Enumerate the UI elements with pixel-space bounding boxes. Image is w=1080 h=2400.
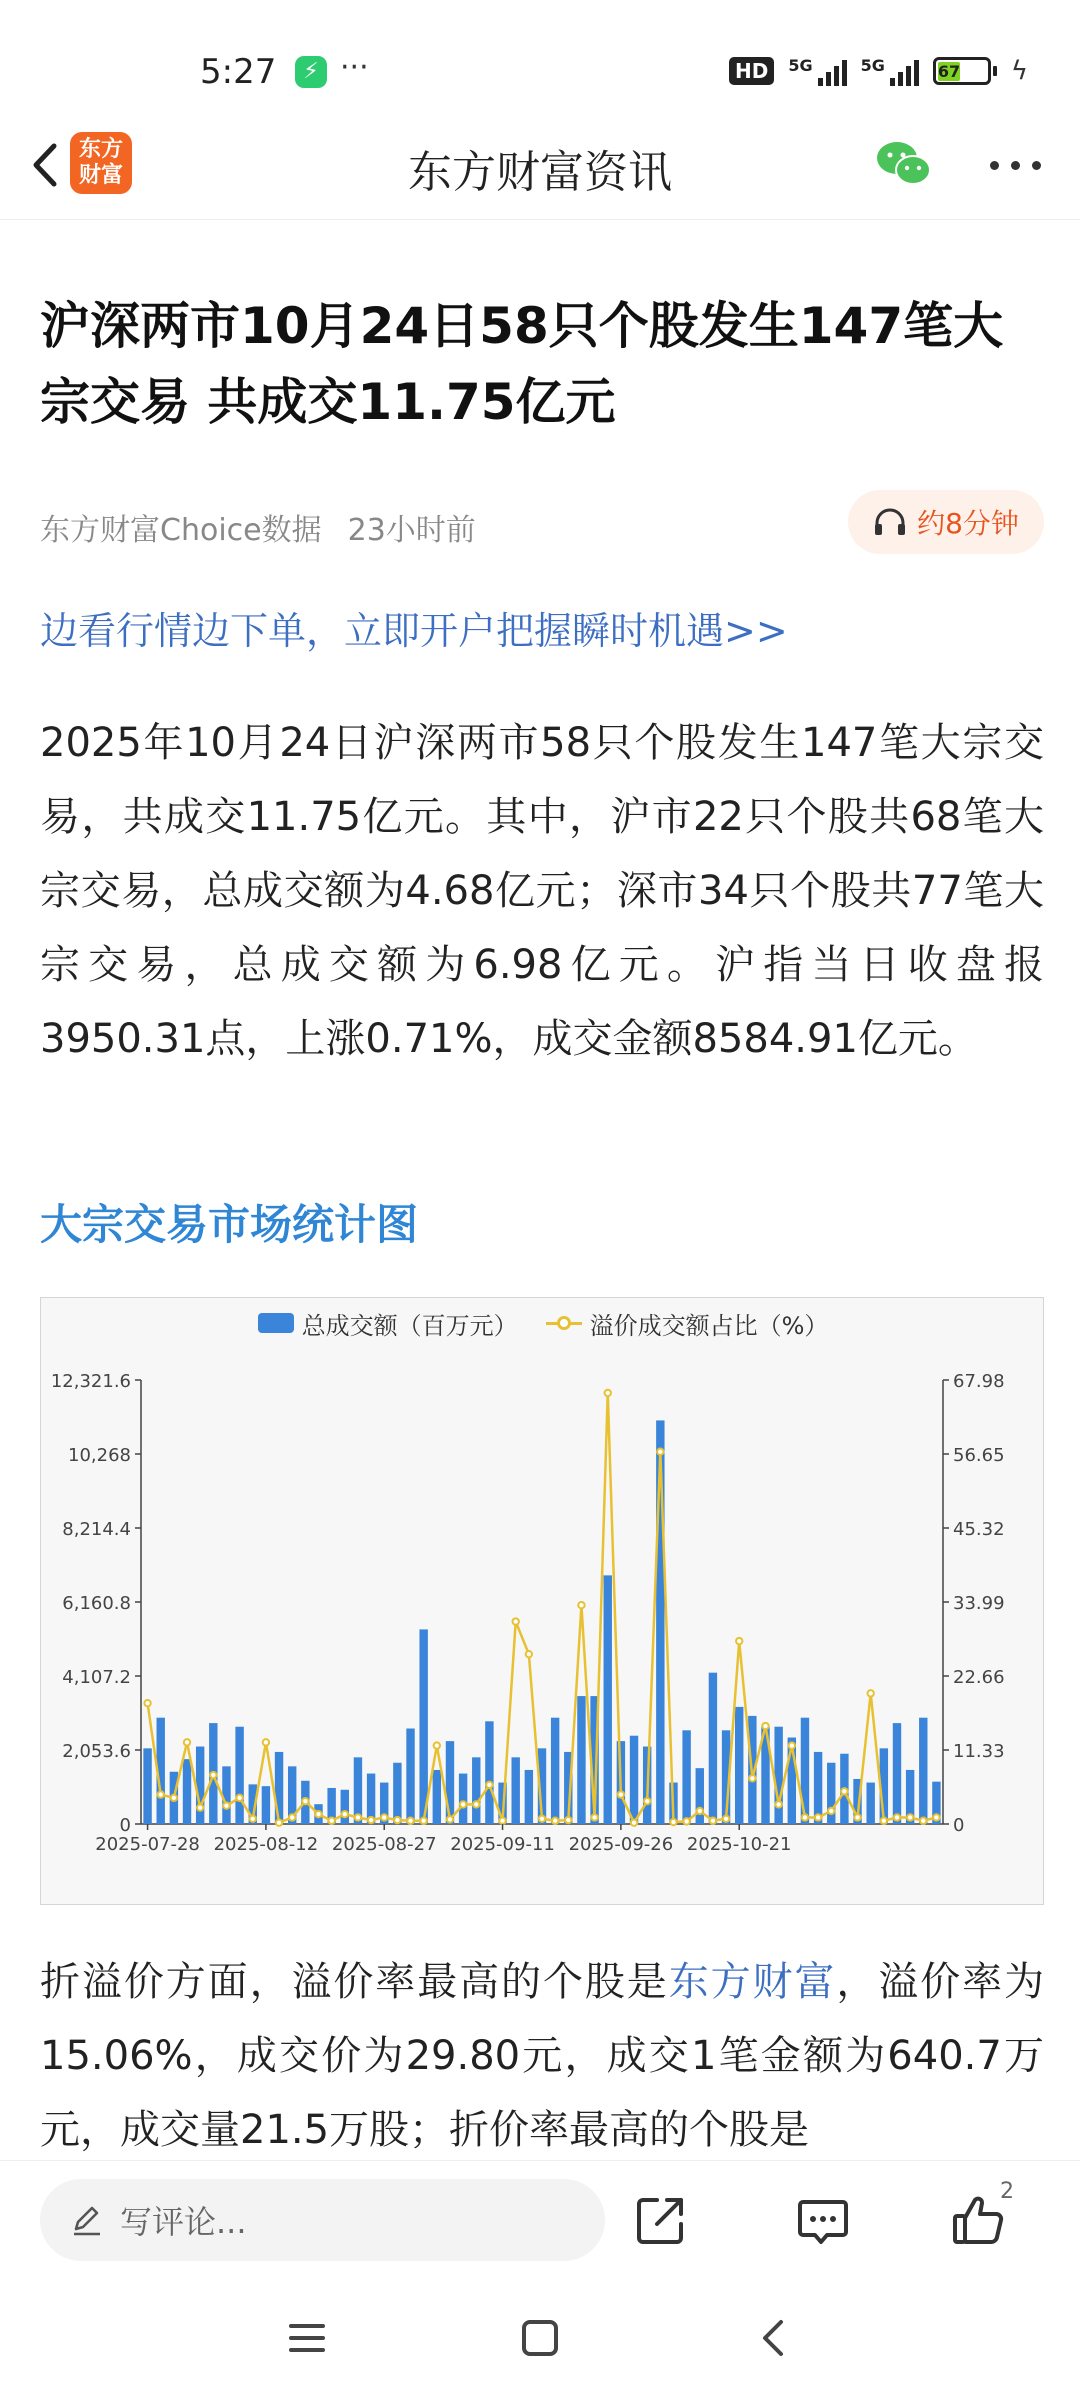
nav-home-button[interactable] bbox=[505, 2308, 575, 2368]
chart-bar bbox=[275, 1752, 283, 1824]
article-source: 东方财富Choice数据 bbox=[40, 513, 322, 548]
chart-bar bbox=[630, 1736, 638, 1824]
chart-point bbox=[697, 1808, 703, 1814]
article-time: 23小时前 bbox=[347, 513, 476, 548]
status-bar bbox=[0, 0, 1080, 110]
chart-point bbox=[236, 1795, 242, 1801]
home-square-icon bbox=[518, 2316, 562, 2360]
y-tick-label-right: 22.66 bbox=[953, 1667, 1005, 1688]
chart-point bbox=[513, 1618, 519, 1624]
comment-input[interactable] bbox=[40, 2179, 605, 2261]
chart-bar bbox=[183, 1759, 191, 1824]
chart-point bbox=[526, 1651, 532, 1657]
chart-bar bbox=[866, 1783, 874, 1824]
chart-point bbox=[158, 1791, 164, 1797]
chart-point bbox=[841, 1788, 847, 1794]
chart-point bbox=[867, 1690, 873, 1696]
chart-bar bbox=[735, 1707, 743, 1824]
menu-icon bbox=[285, 2318, 329, 2358]
article-headline: 沪深两市10月24日58只个股发生147笔大宗交易 共成交11.75亿元 bbox=[40, 297, 1004, 431]
chart-point bbox=[539, 1816, 545, 1822]
app-bar bbox=[0, 110, 1080, 220]
chart-point bbox=[736, 1638, 742, 1644]
charging-icon: ⚡ bbox=[295, 56, 327, 88]
status-more: ··· bbox=[340, 50, 369, 85]
y-tick-label-right: 33.99 bbox=[953, 1593, 1005, 1614]
chart-point bbox=[552, 1818, 558, 1824]
y-tick-label-left: 8,214.4 bbox=[62, 1519, 131, 1540]
chart-bar bbox=[196, 1747, 204, 1824]
comments-button[interactable] bbox=[788, 2185, 858, 2255]
comment-icon bbox=[795, 2192, 851, 2248]
chart-point bbox=[578, 1602, 584, 1608]
share-button[interactable] bbox=[626, 2185, 696, 2255]
paragraph-2-text-a: 折溢价方面，溢价率最高的个股是 bbox=[40, 1959, 669, 2005]
listen-duration: 约8分钟 bbox=[917, 507, 1019, 540]
chart-bar bbox=[604, 1575, 612, 1824]
chart-point bbox=[670, 1819, 676, 1825]
stock-link[interactable]: 东方财富 bbox=[668, 1959, 837, 2005]
promo-link[interactable]: 边看行情边下单，立即开户把握瞬时机遇>> bbox=[40, 609, 788, 653]
chart-point bbox=[644, 1798, 650, 1804]
app-logo: 东方财富 bbox=[70, 132, 132, 194]
status-indicators bbox=[729, 56, 1028, 86]
chart-plot bbox=[41, 1298, 1045, 1904]
chart-bar bbox=[814, 1752, 822, 1824]
chart-point bbox=[210, 1772, 216, 1778]
y-tick-label-left: 0 bbox=[119, 1815, 131, 1836]
x-tick-label: 2025-08-27 bbox=[331, 1834, 437, 1855]
paragraph-2-text-b: ，溢价率为15.06%，成交价为29.80元，成交1笔金额为640.7万元，成交量21.5万股；折价率最高的个股是 bbox=[40, 1959, 1044, 2153]
chart-point bbox=[434, 1742, 440, 1748]
battery-icon: 67 bbox=[933, 57, 997, 85]
chart-point bbox=[407, 1818, 413, 1824]
chart-point bbox=[171, 1795, 177, 1801]
chart-point bbox=[710, 1818, 716, 1824]
chart-bar bbox=[696, 1768, 704, 1824]
chart-point bbox=[473, 1801, 479, 1807]
chart-point bbox=[263, 1739, 269, 1745]
chart-point bbox=[420, 1818, 426, 1824]
chart-point bbox=[881, 1818, 887, 1824]
y-tick-label-left: 12,321.6 bbox=[50, 1371, 131, 1392]
chart-bar bbox=[393, 1763, 401, 1824]
system-nav-bar bbox=[0, 2280, 1080, 2400]
legend-item-premium[interactable] bbox=[546, 1306, 829, 1341]
action-bar bbox=[0, 2160, 1080, 2280]
chart-point bbox=[723, 1816, 729, 1822]
chart-bar bbox=[341, 1790, 349, 1824]
chart-point bbox=[355, 1814, 361, 1820]
chart-bar bbox=[551, 1718, 559, 1824]
chart-bar bbox=[262, 1786, 270, 1824]
chart-point bbox=[144, 1700, 150, 1706]
chart-point bbox=[394, 1817, 400, 1823]
hd-badge: HD bbox=[729, 57, 774, 85]
chart-point bbox=[618, 1791, 624, 1797]
chart-point bbox=[447, 1816, 453, 1822]
wechat-icon bbox=[874, 136, 934, 192]
x-tick-label: 2025-07-28 bbox=[95, 1834, 200, 1855]
nav-back-button[interactable] bbox=[740, 2308, 810, 2368]
chart-point bbox=[933, 1814, 939, 1820]
y-tick-label-left: 6,160.8 bbox=[62, 1593, 131, 1614]
x-tick-label: 2025-09-26 bbox=[568, 1834, 674, 1855]
article-paragraph-1: 2025年10月24日沪深两市58只个股发生147笔大宗交易，共成交11.75亿元。其中，沪市22只个股共68笔大宗交易，总成交额为4.68亿元；深市34只个股共77笔大宗交易，总成交额为6.98亿元。沪指当日收盘报3950.31点，上涨0.71%，成交金额8584.91亿元。 bbox=[40, 720, 1044, 1062]
chart-bar bbox=[709, 1673, 717, 1824]
chart-point bbox=[854, 1814, 860, 1820]
more-options-button[interactable] bbox=[980, 140, 1050, 190]
chart-bar bbox=[235, 1727, 243, 1824]
chart-bar bbox=[919, 1718, 927, 1824]
chart-point bbox=[381, 1814, 387, 1820]
chart-bar bbox=[577, 1696, 585, 1824]
y-tick-label-right: 0 bbox=[953, 1815, 965, 1836]
y-tick-label-left: 2,053.6 bbox=[62, 1741, 131, 1762]
x-tick-label: 2025-09-11 bbox=[450, 1834, 555, 1855]
chart-bar bbox=[682, 1730, 690, 1824]
y-tick-label-left: 4,107.2 bbox=[62, 1667, 131, 1688]
chart-point bbox=[894, 1814, 900, 1820]
chart-point bbox=[184, 1739, 190, 1745]
signal-icon-2: 5G bbox=[861, 56, 919, 86]
chart-point bbox=[368, 1817, 374, 1823]
chart-bar bbox=[472, 1757, 480, 1824]
back-triangle-icon bbox=[753, 2316, 797, 2360]
chart-legend bbox=[41, 1298, 1045, 1348]
chart-point bbox=[565, 1817, 571, 1823]
chart-bar bbox=[419, 1629, 427, 1824]
chart-point bbox=[276, 1819, 282, 1825]
chart-bar bbox=[525, 1770, 533, 1824]
pencil-icon bbox=[70, 2203, 104, 2237]
chart-point bbox=[683, 1818, 689, 1824]
article-meta bbox=[40, 505, 476, 549]
section-title: 大宗交易市场统计图 bbox=[40, 1200, 419, 1249]
share-icon bbox=[633, 2192, 689, 2248]
chart-point bbox=[815, 1814, 821, 1820]
like-count: 2 bbox=[1000, 2179, 1014, 2204]
signal-icon: 5G bbox=[788, 56, 846, 86]
app-title: 东方财富资讯 bbox=[408, 147, 672, 198]
chart-point bbox=[250, 1816, 256, 1822]
headphones-icon bbox=[873, 507, 907, 537]
comment-placeholder: 写评论... bbox=[120, 2203, 247, 2241]
x-tick-label: 2025-10-21 bbox=[686, 1834, 792, 1855]
chart-bar bbox=[406, 1729, 414, 1824]
chart-point bbox=[302, 1798, 308, 1804]
legend-label-amount: 总成交额（百万元） bbox=[301, 1311, 518, 1340]
nav-menu-button[interactable] bbox=[272, 2308, 342, 2368]
y-tick-label-left: 10,268 bbox=[68, 1445, 131, 1466]
chart-point bbox=[749, 1775, 755, 1781]
status-time: 5:27 bbox=[200, 52, 277, 92]
article-paragraph-2 bbox=[40, 1945, 1044, 2165]
chart-point bbox=[907, 1814, 913, 1820]
chart-point bbox=[631, 1819, 637, 1825]
chart-bar bbox=[143, 1748, 151, 1824]
legend-item-amount[interactable] bbox=[258, 1306, 518, 1341]
chart-point bbox=[762, 1723, 768, 1729]
block-trade-chart bbox=[40, 1297, 1044, 1905]
chart-point bbox=[328, 1818, 334, 1824]
chart-point bbox=[920, 1818, 926, 1824]
chart-bar bbox=[511, 1757, 519, 1824]
x-tick-label: 2025-08-12 bbox=[213, 1834, 319, 1855]
chart-point bbox=[486, 1782, 492, 1788]
chart-bar bbox=[446, 1741, 454, 1824]
chart-bar bbox=[893, 1723, 901, 1824]
chart-point bbox=[828, 1808, 834, 1814]
y-tick-label-right: 56.65 bbox=[953, 1445, 1005, 1466]
chart-point bbox=[197, 1804, 203, 1810]
chart-point bbox=[775, 1801, 781, 1807]
chart-bar bbox=[222, 1766, 230, 1824]
chart-point bbox=[605, 1390, 611, 1396]
chart-point bbox=[591, 1814, 597, 1820]
legend-label-premium: 溢价成交额占比（%） bbox=[589, 1311, 829, 1340]
wechat-share-button[interactable] bbox=[874, 136, 934, 192]
charging-bolt-icon: ϟ bbox=[1010, 56, 1028, 86]
chart-point bbox=[342, 1811, 348, 1817]
y-tick-label-right: 11.33 bbox=[953, 1741, 1005, 1762]
chart-point bbox=[802, 1814, 808, 1820]
chart-point bbox=[657, 1449, 663, 1455]
chart-point bbox=[223, 1803, 229, 1809]
chart-point bbox=[789, 1742, 795, 1748]
chart-point bbox=[499, 1818, 505, 1824]
listen-button[interactable] bbox=[848, 490, 1044, 554]
chart-bar bbox=[774, 1727, 782, 1824]
chart-point bbox=[460, 1801, 466, 1807]
chart-bar bbox=[485, 1721, 493, 1824]
chart-point bbox=[315, 1811, 321, 1817]
chart-point bbox=[289, 1814, 295, 1820]
chart-bar bbox=[459, 1774, 467, 1824]
y-tick-label-right: 67.98 bbox=[953, 1371, 1005, 1392]
y-tick-label-right: 45.32 bbox=[953, 1519, 1005, 1540]
chart-bar bbox=[433, 1770, 441, 1824]
